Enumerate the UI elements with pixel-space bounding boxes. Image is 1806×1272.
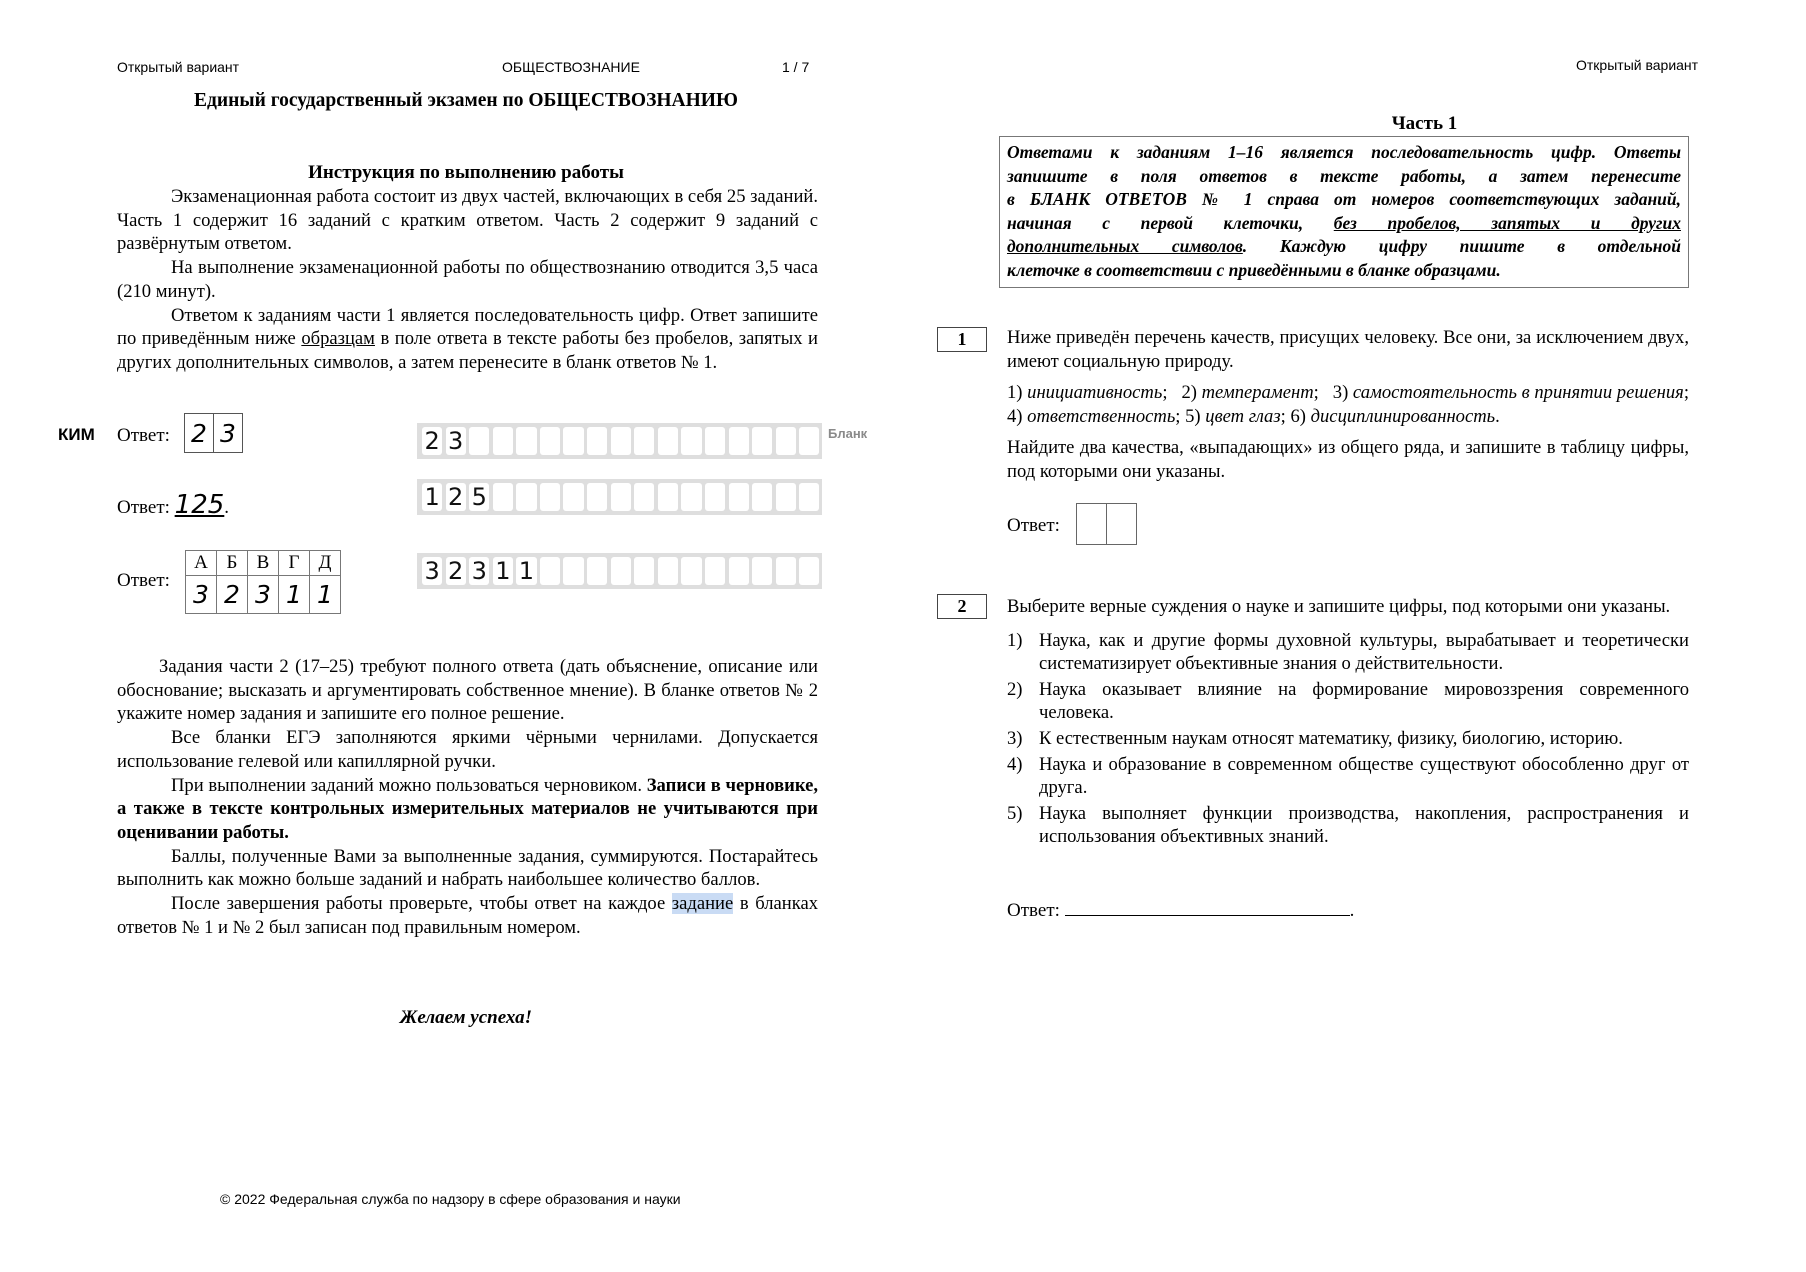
option-number: 3) bbox=[1332, 382, 1349, 404]
blank-cell bbox=[752, 557, 772, 585]
final-text: После завершения работы проверьте, чтобы ответ на каждое bbox=[171, 893, 672, 915]
option-item bbox=[1007, 802, 1689, 849]
draft-paragraph bbox=[117, 774, 818, 845]
blank-cell bbox=[540, 557, 560, 585]
blank-cell: 2 bbox=[446, 557, 466, 585]
intro-paragraph: Экзаменационная работа состоит из двух частей, включающих в себя 25 заданий. Часть 1 содержит 16 заданий с кратким ответом. Часть 2 содержит 9 заданий с развёрнутым ответом. bbox=[117, 186, 818, 255]
note-underlined: дополнительных символов bbox=[1007, 236, 1243, 257]
blank-cell bbox=[611, 427, 631, 455]
header-variant: Открытый вариант bbox=[1576, 57, 1699, 73]
blank-cell: 2 bbox=[446, 483, 466, 511]
question-2-answer-line[interactable] bbox=[1065, 897, 1350, 916]
answer-cell[interactable] bbox=[1077, 504, 1107, 544]
note-text: начиная с первой клеточки, bbox=[1007, 212, 1334, 233]
option-number: 3) bbox=[1007, 727, 1023, 749]
sample3-digit: 3 bbox=[248, 576, 279, 614]
sample1-cell: 2 bbox=[185, 414, 214, 452]
option-text: Наука, как и другие формы духовной культуры, вырабатывает и теоретически систематизирует объективные знания о действительности. bbox=[1039, 629, 1689, 675]
option-text: Наука и образование в современном обществе существуют обособленно друг от друга. bbox=[1039, 753, 1689, 799]
blank-cell bbox=[540, 427, 560, 455]
note-line: Ответами к заданиям 1–16 является последовательность цифр. Ответы bbox=[1007, 142, 1681, 162]
option-text: инициативность bbox=[1027, 382, 1163, 404]
blank-cell: 3 bbox=[469, 557, 489, 585]
score-paragraph: Баллы, полученные Вами за выполненные задания, суммируются. Постарайтесь выполнить как можно больше заданий и набрать наибольшее количество баллов. bbox=[117, 845, 818, 891]
question-2-answer bbox=[1007, 897, 1354, 922]
answer-instructions bbox=[117, 304, 818, 375]
option-number: 4) bbox=[1007, 753, 1023, 775]
blank-cell: 2 bbox=[422, 427, 442, 455]
question-1-number: 1 bbox=[937, 327, 987, 352]
blank-cell: 1 bbox=[516, 557, 536, 585]
blank-cell bbox=[493, 483, 513, 511]
blank-cell bbox=[563, 427, 583, 455]
blank-cell bbox=[563, 557, 583, 585]
note-line: запишите в поля ответов в тексте работы, а затем перенесите bbox=[1007, 165, 1681, 186]
blank-cell bbox=[658, 483, 678, 511]
answer-instructions-text: в поле ответа в тексте работы без пробелов, запятых и других дополнительных символов, а затем перенесите в бланк ответов № 1. bbox=[117, 328, 818, 373]
question-1-answer-cells bbox=[1076, 503, 1137, 545]
sample3-digit: 3 bbox=[186, 576, 217, 614]
final-paragraph bbox=[117, 892, 818, 939]
sample2-value: 125 bbox=[174, 490, 225, 520]
blank-cell bbox=[516, 483, 536, 511]
blank-cell bbox=[776, 427, 796, 455]
question-2-answer-label: Ответ: bbox=[1007, 900, 1060, 921]
blank-cell bbox=[493, 427, 513, 455]
note-underlined: без пробелов, запятых и других bbox=[1333, 212, 1681, 233]
sample3-letter: Б bbox=[217, 551, 248, 576]
option-text: темперамент bbox=[1201, 382, 1314, 404]
sample2-answer bbox=[117, 490, 229, 520]
part-title: Часть 1 bbox=[1391, 113, 1458, 134]
blank-cell bbox=[729, 427, 749, 455]
question-1 bbox=[1007, 326, 1689, 490]
blank-cell: 3 bbox=[446, 427, 466, 455]
sample2-answer-label: Ответ: bbox=[117, 497, 170, 518]
answer-instructions-text: Ответом к заданиям части 1 является последовательность цифр. Ответ запишите по приведённым ниже bbox=[117, 304, 818, 350]
blank-cell bbox=[799, 483, 819, 511]
note-text: . Каждую цифру пишите в отдельной bbox=[1242, 236, 1681, 257]
blank-cell bbox=[469, 427, 489, 455]
sample3-kim-table bbox=[185, 550, 341, 614]
draft-bold-text: Записи в черновике, а также в тексте контрольных измерительных материалов не учитываются при оценивании работы. bbox=[117, 774, 818, 843]
final-text: в бланках ответов № 1 и № 2 был записан под правильным номером. bbox=[117, 893, 818, 938]
blank-cell: 1 bbox=[422, 483, 442, 511]
sample2-suffix: . bbox=[224, 497, 230, 518]
option-item bbox=[1007, 629, 1689, 676]
part2-text bbox=[117, 655, 818, 939]
option-text: К естественным наукам относят математику, физику, биологию, историю. bbox=[1039, 727, 1623, 749]
blank-cell bbox=[563, 483, 583, 511]
blank-cell bbox=[681, 557, 701, 585]
sample1-kim-cells bbox=[184, 413, 243, 453]
blank-cell bbox=[752, 483, 772, 511]
sample1-answer-label: Ответ: bbox=[117, 425, 170, 446]
exam-title: Единый государственный экзамен по ОБЩЕСТВОЗНАНИЮ bbox=[194, 90, 738, 111]
header-page-number: 1 / 7 bbox=[782, 59, 810, 75]
right-page bbox=[903, 0, 1806, 1272]
note-line bbox=[1007, 212, 1681, 236]
note-line: клеточке в соответствии с приведёнными в бланке образцами. bbox=[1007, 259, 1501, 280]
blank-cell bbox=[658, 557, 678, 585]
samples-link: образцам bbox=[301, 328, 375, 350]
blank-cell bbox=[705, 483, 725, 511]
question-2-options bbox=[1007, 629, 1689, 849]
blank-cell bbox=[611, 557, 631, 585]
question-2 bbox=[1007, 595, 1689, 851]
option-number: 6) bbox=[1290, 405, 1306, 427]
blank-cell bbox=[681, 483, 701, 511]
option-text: ответственность bbox=[1027, 405, 1176, 427]
question-2-intro: Выберите верные суждения о науке и запишите цифры, под которыми они указаны. bbox=[1007, 596, 1671, 617]
option-item bbox=[1007, 727, 1689, 751]
intro-text bbox=[117, 185, 818, 375]
good-luck-text: Желаем успеха! bbox=[399, 1007, 533, 1028]
copyright-footer: © 2022 Федеральная служба по надзору в сфере образования и науки bbox=[220, 1191, 681, 1207]
blank-cell: 1 bbox=[493, 557, 513, 585]
question-2-number: 2 bbox=[937, 594, 987, 619]
blank-cell: 3 bbox=[422, 557, 442, 585]
blank-label: Бланк bbox=[828, 426, 868, 441]
option-number: 5) bbox=[1185, 405, 1201, 427]
option-item bbox=[1007, 678, 1689, 725]
draft-text: При выполнении заданий можно пользоваться черновиком. bbox=[171, 774, 647, 796]
blank-cell bbox=[658, 427, 678, 455]
header-subject: ОБЩЕСТВОЗНАНИЕ bbox=[502, 59, 640, 75]
sample3-letter: В bbox=[248, 551, 279, 576]
option-item bbox=[1007, 753, 1689, 800]
option-text: Наука оказывает влияние на формирование мировоззрения современного человека. bbox=[1039, 678, 1689, 724]
sample3-letter: А bbox=[186, 551, 217, 576]
kim-label: КИМ bbox=[58, 425, 95, 444]
option-number: 1) bbox=[1007, 382, 1023, 404]
option-text: цвет глаз bbox=[1205, 405, 1281, 427]
blank-cell bbox=[776, 483, 796, 511]
sample3-letter: Г bbox=[279, 551, 310, 576]
sample3-digit: 2 bbox=[217, 576, 248, 614]
sample1-cell: 3 bbox=[220, 418, 236, 448]
option-number: 2) bbox=[1181, 382, 1197, 404]
blank-cell bbox=[516, 427, 536, 455]
blank-cell bbox=[729, 483, 749, 511]
question-1-task: Найдите два качества, «выпадающих» из общего ряда, и запишите в таблицу цифры, под которыми они указаны. bbox=[1007, 437, 1689, 482]
question-1-intro: Ниже приведён перечень качеств, присущих человеку. Все они, за исключением двух, имеют социальную природу. bbox=[1007, 327, 1689, 372]
blank-cell bbox=[587, 427, 607, 455]
option-number: 4) bbox=[1007, 405, 1023, 427]
answer-cell[interactable] bbox=[1107, 504, 1136, 544]
blank-cell bbox=[634, 557, 654, 585]
option-number: 1) bbox=[1007, 629, 1023, 651]
blank-cell bbox=[799, 557, 819, 585]
blank-cell bbox=[611, 483, 631, 511]
instructions-title: Инструкция по выполнению работы bbox=[308, 162, 624, 183]
blank-cell bbox=[705, 557, 725, 585]
answer-suffix: . bbox=[1349, 900, 1355, 921]
selected-text[interactable]: задание bbox=[671, 893, 734, 915]
blank-cell bbox=[634, 483, 654, 511]
sample3-letter: Д bbox=[310, 551, 341, 576]
blank-row-3 bbox=[417, 553, 822, 589]
blank-cell bbox=[587, 557, 607, 585]
part2-paragraph: Все бланки ЕГЭ заполняются яркими чёрными чернилами. Допускается использование гелевой или капиллярной ручки. bbox=[117, 727, 818, 772]
option-number: 5) bbox=[1007, 802, 1023, 824]
note-line bbox=[1007, 235, 1681, 259]
blank-cell bbox=[540, 483, 560, 511]
header-variant: Открытый вариант bbox=[117, 59, 240, 75]
blank-cell bbox=[681, 427, 701, 455]
blank-cell bbox=[705, 427, 725, 455]
sample3-answer-label: Ответ: bbox=[117, 570, 170, 591]
note-line: в БЛАНК ОТВЕТОВ № 1 справа от номеров соответствующих заданий, bbox=[1007, 189, 1681, 210]
blank-cell bbox=[799, 427, 819, 455]
sample3-digit: 1 bbox=[279, 576, 310, 614]
option-text: самостоятельность в принятии решения bbox=[1352, 382, 1684, 404]
question-1-answer-label: Ответ: bbox=[1007, 515, 1060, 536]
blank-cell: 5 bbox=[469, 483, 489, 511]
question-1-options: 1) инициативность; 2) темперамент; 3) самостоятельность в принятии решения; 4) ответственность; 5) цвет глаз; 6) дисциплинированность. bbox=[1007, 382, 1689, 427]
intro-paragraph: На выполнение экзаменационной работы по обществознанию отводится 3,5 часа (210 минут). bbox=[117, 257, 818, 302]
blank-cell bbox=[634, 427, 654, 455]
blank-cell bbox=[752, 427, 772, 455]
blank-cell bbox=[776, 557, 796, 585]
option-number: 2) bbox=[1007, 678, 1023, 700]
option-text: Наука выполняет функции производства, накопления, распространения и использования объективных знаний. bbox=[1039, 802, 1689, 848]
blank-cell bbox=[729, 557, 749, 585]
option-text: дисциплинированность bbox=[1310, 405, 1496, 427]
part1-instructions-box bbox=[999, 136, 1689, 288]
blank-cell bbox=[587, 483, 607, 511]
blank-row-2 bbox=[417, 479, 822, 515]
sample3-digit: 1 bbox=[310, 576, 341, 614]
blank-row-1 bbox=[417, 423, 822, 459]
part2-paragraph: Задания части 2 (17–25) требуют полного ответа (дать объяснение, описание или обоснование; высказать и аргументировать собственное мнение). В бланке ответов № 2 укажите номер задания и запишите его полное решение. bbox=[117, 656, 818, 725]
